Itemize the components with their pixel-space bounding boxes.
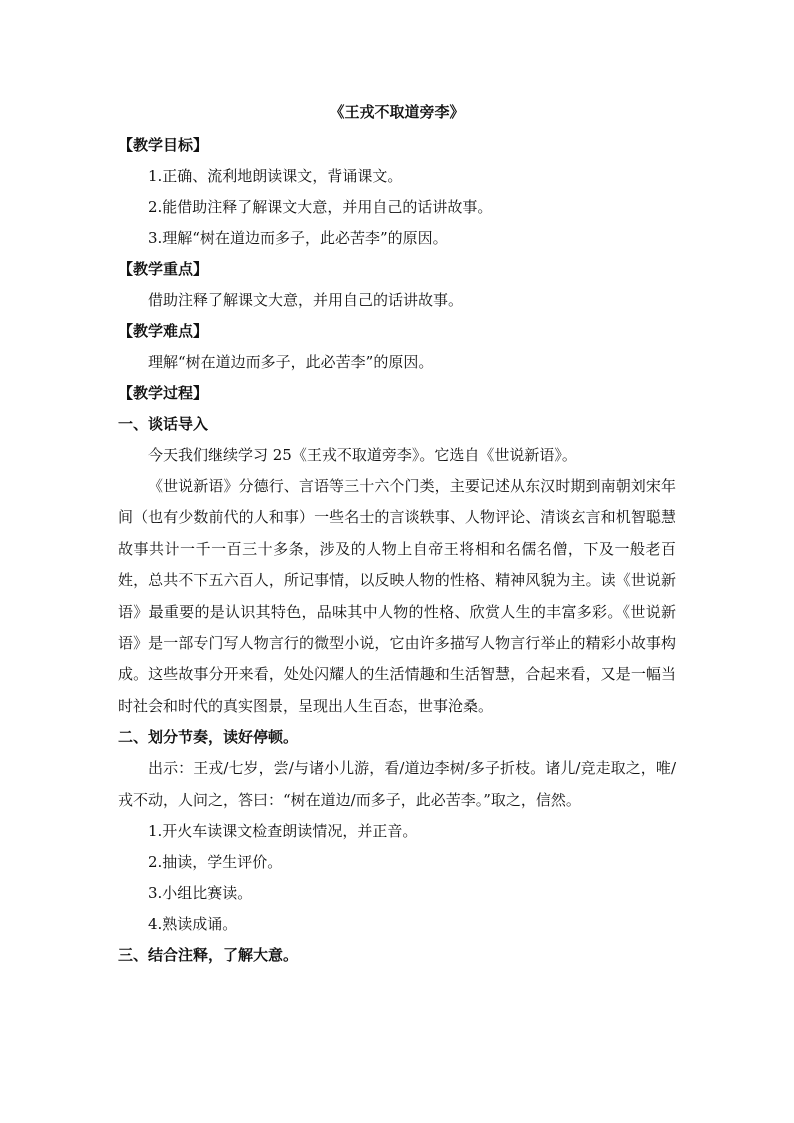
section-heading-difficulty: 【教学难点】: [118, 322, 209, 340]
part1-paragraph: 《世说新语》分德行、言语等三十六个门类，主要记述从东汉时期到南朝刘宋年间（也有少数前代的人和事）一些名士的言谈轶事、人物评论、清谈玄言和机智聪慧故事共计一千一百三十多条，涉及的人物上自帝王将相和名儒名僧，下及一般老百姓，总共不下五六百人，所记事情，以反映人物的性格、精神风貌为主。读《世说新语》最重要的是认识其特色，品味其中人物的性格、欣赏人生的丰富多彩。《世说新语》是一部专门写人物言行的微型小说，它由许多描写人物言行举止的精彩小故事构成。这些故事分开来看，处处闪耀人的生活情趣和生活智慧，合起来看，又是一幅当时社会和时代的真实图景，呈现出人生百态，世事沧桑。: [118, 477, 676, 715]
section-heading-process: 【教学过程】: [118, 384, 209, 402]
section-heading-focus: 【教学重点】: [118, 260, 209, 278]
difficulty-text: 理解“树在道边而多子，此必苦李”的原因。: [148, 353, 434, 371]
document-title: 《王戎不取道旁李》: [329, 103, 465, 121]
objective-item: 3.理解“树在道边而多子，此必苦李”的原因。: [148, 229, 448, 247]
part1-intro: 今天我们继续学习 25《王戎不取道旁李》。它选自《世说新语》。: [148, 446, 577, 464]
section-heading-objectives: 【教学目标】: [118, 136, 209, 154]
part3-heading: 三、结合注释，了解大意。: [118, 946, 299, 965]
document-body: [118, 130, 676, 971]
part1-heading: 一、谈话导入: [118, 415, 209, 433]
objective-item: 1.正确、流利地朗读课文，背诵课文。: [148, 167, 403, 185]
part2-step: 2.抽读，学生评价。: [148, 853, 283, 872]
part2-heading: 二、划分节奏，读好停顿。: [118, 728, 299, 747]
focus-text: 借助注释了解课文大意，并用自己的话讲故事。: [148, 291, 464, 309]
part2-step: 1.开火车读课文检查朗读情况，并正音。: [148, 822, 418, 841]
part2-text: 出示：王戎/七岁，尝/与诸小儿游，看/道边李树/多子折枝。诸儿/竞走取之，唯/戎不动，人问之，答曰：“树在道边/而多子，此必苦李。”取之，信然。: [118, 759, 676, 809]
part2-step: 4.熟读成诵。: [148, 915, 238, 934]
part2-step: 3.小组比赛读。: [148, 884, 253, 903]
objective-item: 2.能借助注释了解课文大意，并用自己的话讲故事。: [148, 198, 493, 216]
